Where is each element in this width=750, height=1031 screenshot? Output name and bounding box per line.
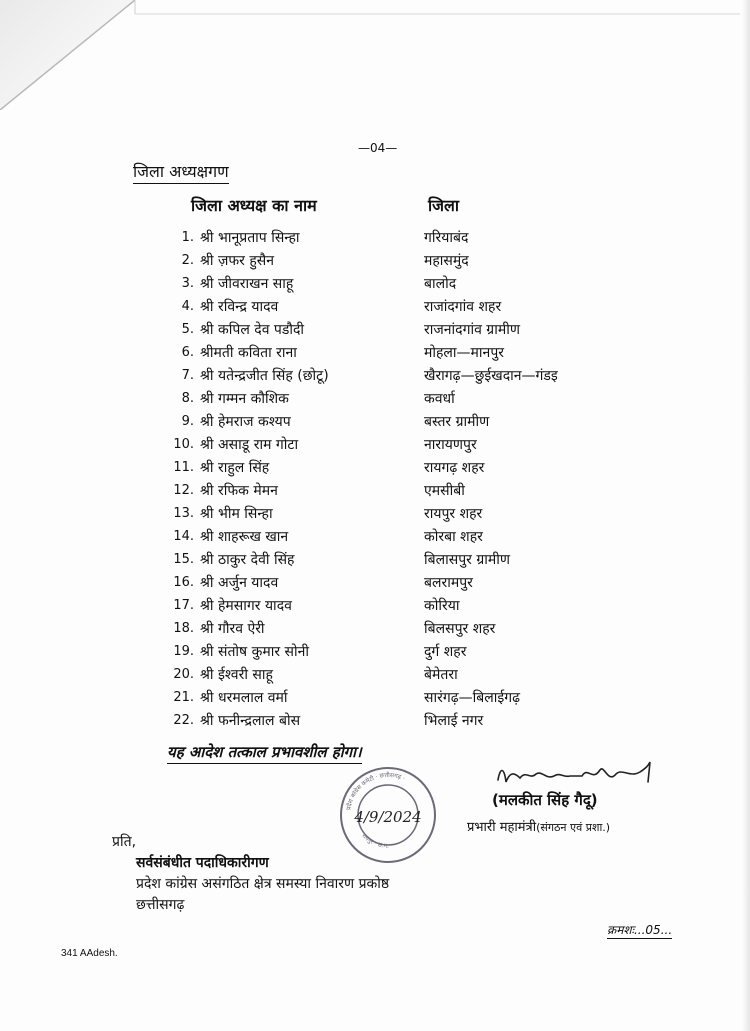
item-number: 22. (173, 713, 194, 728)
president-name: श्री ठाकुर देवी सिंह (200, 552, 295, 568)
list-item (0, 320, 750, 343)
district-name: कवर्धा (424, 391, 455, 407)
president-name: श्री संतोष कुमार सोनी (200, 644, 310, 660)
item-number: 1. (181, 230, 194, 245)
item-number: 14. (173, 529, 194, 544)
column-header-district: जिला (428, 196, 460, 215)
district-name: नारायणपुर (424, 437, 477, 453)
president-name: श्री फनीन्द्रलाल बोस (200, 713, 301, 729)
list-item (0, 228, 750, 251)
file-reference: 341 AAdesh. (61, 948, 118, 959)
president-name: श्री भानूप्रताप सिन्हा (200, 230, 300, 246)
list-item (0, 389, 750, 412)
district-name: राजनांदगांव ग्रामीण (424, 322, 520, 338)
list-item (0, 504, 750, 527)
list-item (0, 435, 750, 458)
president-name: श्री यतेन्द्रजीत सिंह (छोटू) (200, 368, 329, 384)
district-name: भिलाई नगर (424, 713, 484, 729)
item-number: 12. (173, 483, 194, 498)
signer-title (467, 817, 610, 835)
district-name: राजांदगांव शहर (424, 299, 502, 315)
district-name: गरियाबंद (424, 230, 469, 246)
item-number: 11. (173, 460, 194, 475)
item-number: 21. (173, 690, 194, 705)
district-name: कोरबा शहर (424, 529, 483, 545)
president-name: श्री राहुल सिंह (200, 460, 270, 476)
office-seal (338, 765, 438, 865)
president-name: श्री हेमसागर यादव (200, 598, 292, 614)
president-name: श्री ईश्वरी साहू (200, 667, 273, 683)
district-name: कोरिया (424, 598, 460, 614)
list-item (0, 412, 750, 435)
district-name: बिलासपुर ग्रामीण (424, 552, 510, 568)
list-item (0, 619, 750, 642)
item-number: 8. (181, 391, 194, 406)
item-number: 17. (173, 598, 194, 613)
district-name: सारंगढ़—बिलाईगढ़ (424, 690, 520, 706)
continuation-note: क्रमशः...05... (607, 923, 673, 937)
district-name: बस्तर ग्रामीण (424, 414, 490, 430)
item-number: 18. (173, 621, 194, 636)
district-name: बालोद (424, 276, 457, 292)
prati-label: प्रति, (112, 834, 137, 850)
president-name: श्री भीम सिन्हा (200, 506, 273, 522)
list-item (0, 688, 750, 711)
president-name: श्री असाडू राम गोटा (200, 437, 299, 453)
president-name: श्री गम्मन कौशिक (200, 391, 289, 407)
item-number: 3. (181, 276, 194, 291)
district-name: बिलसपुर शहर (424, 621, 496, 637)
list-item (0, 251, 750, 274)
list-item (0, 527, 750, 550)
list-item (0, 343, 750, 366)
list-item (0, 665, 750, 688)
column-header-name: जिला अध्यक्ष का नाम (191, 196, 317, 215)
district-name: दुर्ग शहर (424, 644, 467, 660)
list-item (0, 711, 750, 734)
section-title: जिला अध्यक्षगण (133, 162, 229, 181)
list-item (0, 573, 750, 596)
signature (490, 758, 660, 792)
item-number: 20. (173, 667, 194, 682)
order-note: यह आदेश तत्काल प्रभावशील होगा। (167, 743, 362, 761)
list-item (0, 274, 750, 297)
president-name: श्रीमती कविता राना (200, 345, 297, 361)
list-item (0, 366, 750, 389)
list-item (0, 550, 750, 573)
fold-crease (0, 0, 750, 110)
president-name: श्री गौरव ऐरी (200, 621, 265, 637)
president-name: श्री धरमलाल वर्मा (200, 690, 288, 706)
district-name: बेमेतरा (424, 667, 458, 683)
president-name: श्री हेमराज कश्यप (200, 414, 291, 430)
page-number: —04— (358, 141, 398, 155)
president-name: श्री अर्जुन यादव (200, 575, 279, 591)
recipient-line-2: प्रदेश कांग्रेस असंगठित क्षेत्र समस्या निवारण प्रकोष्ठ (136, 876, 390, 892)
item-number: 15. (173, 552, 194, 567)
item-number: 13. (173, 506, 194, 521)
list-item (0, 481, 750, 504)
recipient-line-3: छत्तीसगढ़ (136, 897, 185, 913)
item-number: 5. (181, 322, 194, 337)
svg-text:प्रदेश कांग्रेस कमेटी · छत्तीस: प्रदेश कांग्रेस कमेटी · छत्तीसगढ़ · (345, 771, 406, 811)
item-number: 19. (173, 644, 194, 659)
recipient-line-1: सर्वसंबंधीत पदाधिकारीगण (136, 855, 269, 871)
stamp-date: 4/9/2024 (354, 808, 422, 826)
president-name: श्री रविन्द्र यादव (200, 299, 279, 315)
list-item (0, 458, 750, 481)
signer-designation-note: (संगठन एवं प्रशा.) (536, 821, 611, 834)
list-item (0, 297, 750, 320)
president-name: श्री शाहरूख खान (200, 529, 289, 545)
president-name: श्री ज़फर हुसैन (200, 253, 275, 269)
district-name: रायगढ़ शहर (424, 460, 485, 476)
item-number: 9. (181, 414, 194, 429)
item-number: 16. (173, 575, 194, 590)
district-name: मोहला—मानपुर (424, 345, 504, 361)
signer-name: (मलकीत सिंह गैदू) (492, 791, 598, 809)
item-number: 4. (181, 299, 194, 314)
list-item (0, 596, 750, 619)
item-number: 6. (181, 345, 194, 360)
district-name: खैरागढ़—छुईखदान—गंडइ (424, 368, 558, 384)
svg-text:रायपुर · छ.ग.: रायपुर · छ.ग. (360, 832, 389, 850)
district-name: महासमुंद (424, 253, 469, 269)
item-number: 10. (173, 437, 194, 452)
signer-designation: प्रभारी महामंत्री (467, 820, 537, 835)
district-name: एमसीबी (424, 483, 465, 499)
president-name: श्री जीवराखन साहू (200, 276, 294, 292)
district-name: बलरामपुर (424, 575, 473, 591)
list-item (0, 642, 750, 665)
item-number: 7. (181, 368, 194, 383)
item-number: 2. (181, 253, 194, 268)
president-name: श्री रफिक मेमन (200, 483, 278, 499)
district-name: रायपुर शहर (424, 506, 483, 522)
president-name: श्री कपिल देव पडौदी (200, 322, 305, 338)
